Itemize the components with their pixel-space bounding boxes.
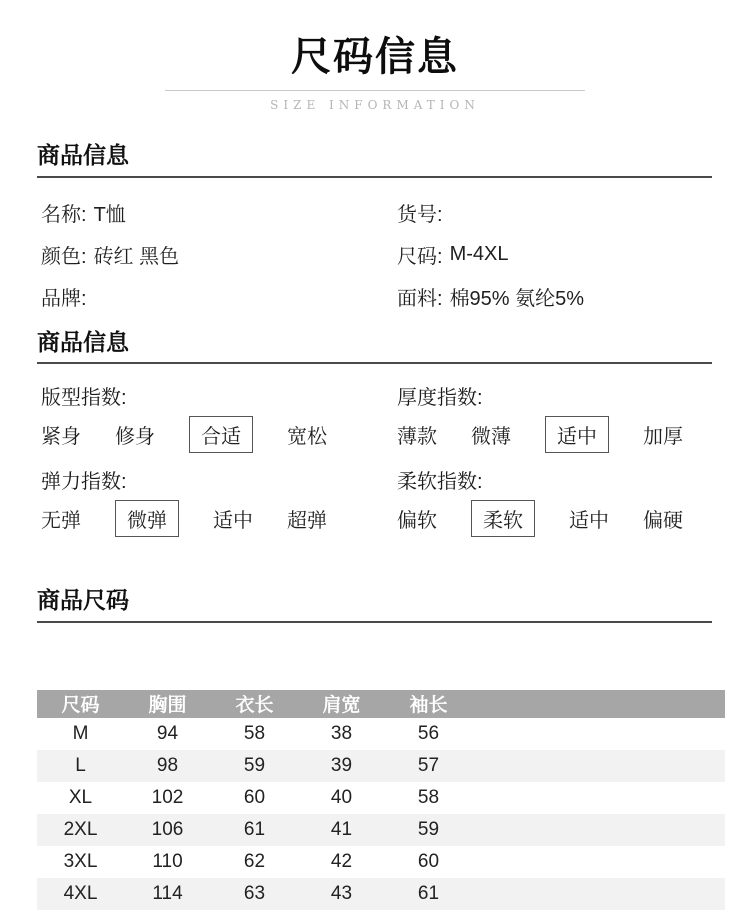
section-title-product-info: 商品信息 [37,142,712,178]
info-field-label: 名称: [41,204,87,227]
cell-filler [472,814,725,846]
cell: 59 [417,818,440,840]
index-option: 偏硬 [643,509,683,532]
page-subtitle: SIZE INFORMATION [270,98,480,112]
index-group-label: 版型指数: [41,387,127,410]
index-options-row [41,418,397,450]
index-option: 宽松 [287,425,327,448]
info-field-fabric [397,276,712,318]
index-option: 修身 [115,425,155,448]
info-field-value: 砖红 黑色 [93,246,180,269]
content [37,142,712,910]
cell: 56 [417,722,440,744]
cell-filler [472,846,725,878]
cell: 60 [243,786,266,808]
size-table [37,690,725,910]
info-field-brand [37,276,397,318]
index-option: 微薄 [471,425,511,448]
cell: 102 [151,786,184,808]
index-option: 无弹 [41,509,81,532]
cell: 60 [417,850,440,872]
cell: 40 [330,786,353,808]
info-field-size-range [397,234,712,276]
index-option: 适中 [569,509,609,532]
index-option-selected: 合适 [189,416,253,453]
info-field-value: M-4XL [449,243,509,266]
product-index-section [37,329,712,535]
page-title: 尺码信息 [291,35,459,79]
info-field-label: 品牌: [41,288,87,311]
index-group-thickness [397,386,712,450]
index-group-label: 弹力指数: [41,471,127,494]
size-row-l [37,750,725,782]
index-group-label: 厚度指数: [397,387,483,410]
cell: L [75,754,86,776]
cell: 61 [417,882,440,904]
info-field-article-number [397,192,712,234]
col-header-size: 尺码 [37,690,124,718]
cell: 57 [417,754,440,776]
info-field-label: 颜色: [41,246,87,269]
index-options-row [397,418,712,450]
cell: 41 [330,818,353,840]
index-option: 超弹 [287,509,327,532]
index-options-row [397,502,712,534]
cell: 59 [243,754,266,776]
product-index-grid [37,386,712,534]
size-table-section [37,587,712,910]
size-table-header-row [37,690,725,718]
index-option: 偏软 [397,509,437,532]
index-option-selected: 适中 [545,416,609,453]
index-group-elasticity [37,470,397,534]
col-header-bust: 胸围 [124,690,211,718]
cell: 2XL [63,818,98,840]
cell: XL [68,786,93,808]
cell: 58 [243,722,266,744]
size-row-m [37,718,725,750]
info-field-label: 货号: [397,204,443,227]
col-header-shoulder: 肩宽 [298,690,385,718]
index-group-fit [37,386,397,450]
cell-filler [472,718,725,750]
cell: 58 [417,786,440,808]
cell-filler [472,878,725,910]
index-option-selected: 微弹 [115,500,179,537]
index-option: 加厚 [643,425,683,448]
cell: 43 [330,882,353,904]
size-row-2xl [37,814,725,846]
cell: 39 [330,754,353,776]
index-option-selected: 柔软 [471,500,535,537]
page-header [0,0,750,112]
cell: 42 [330,850,353,872]
section-title-size-table: 商品尺码 [37,587,712,623]
index-option: 适中 [213,509,253,532]
cell: 110 [152,850,183,872]
cell: 114 [152,882,183,904]
size-row-xl [37,782,725,814]
cell: 3XL [63,850,98,872]
cell: 98 [156,754,179,776]
section-title-product-index: 商品信息 [37,329,712,365]
info-field-value: T恤 [93,204,126,227]
cell-filler [472,750,725,782]
index-option: 薄款 [397,425,437,448]
col-header-filler [472,690,725,718]
cell: 62 [243,850,266,872]
cell: 106 [151,818,184,840]
col-header-sleeve: 袖长 [385,690,472,718]
cell: 38 [330,722,353,744]
product-info-section [37,142,712,318]
product-info-grid [37,192,712,318]
size-row-4xl [37,878,725,910]
title-divider [165,90,585,91]
size-row-3xl [37,846,725,878]
info-field-color [37,234,397,276]
cell: M [72,722,89,744]
index-group-label: 柔软指数: [397,471,483,494]
cell: 63 [243,882,266,904]
index-group-softness [397,470,712,534]
index-option: 紧身 [41,425,81,448]
col-header-length: 衣长 [211,690,298,718]
index-options-row [41,502,397,534]
cell: 4XL [63,882,98,904]
info-field-value: 棉95% 氨纶5% [449,288,585,311]
cell: 61 [243,818,266,840]
info-field-name [37,192,397,234]
info-field-label: 尺码: [397,246,443,269]
info-field-label: 面料: [397,288,443,311]
cell-filler [472,782,725,814]
cell: 94 [156,722,179,744]
